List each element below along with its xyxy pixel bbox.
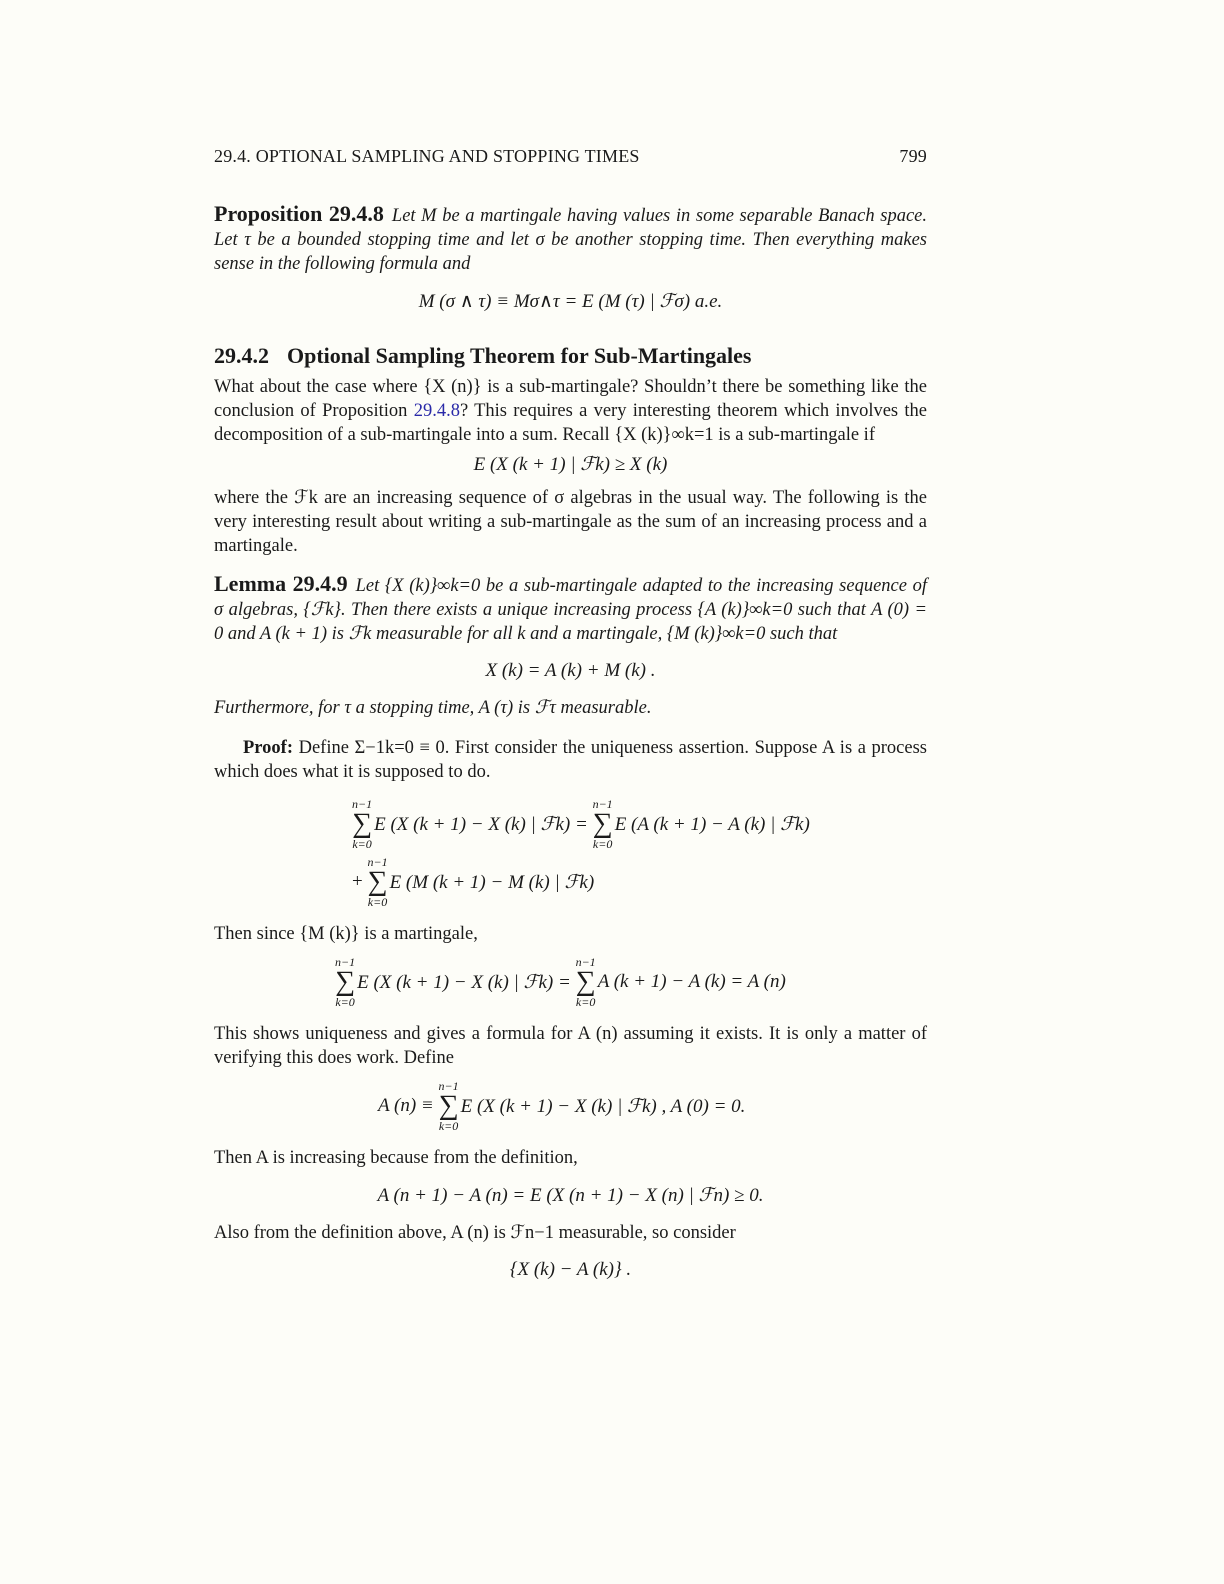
section-title: 29.4. OPTIONAL SAMPLING AND STOPPING TIMES	[214, 146, 640, 166]
lemma-label: Lemma 29.4.9	[214, 571, 348, 596]
eq1-lhs: E (X (k + 1) − X (k) | ℱk) =	[374, 813, 588, 835]
intro-paragraph	[214, 375, 927, 447]
proof-label: Proof:	[243, 738, 293, 758]
intro-paragraph-2: where the ℱk are an increasing sequence of σ algebras in the usual way. The following is the very interesting result about writing a sub-martingale as the sum of an increasing process and a martingale.	[214, 488, 927, 556]
sum-symbol: n−1 ∑ k=0	[438, 1079, 459, 1133]
equation-4: A (n + 1) − A (n) = E (X (n + 1) − X (n) | ℱn) ≥ 0.	[377, 1185, 764, 1206]
eq3-lhs: A (n) ≡	[378, 1095, 434, 1116]
equation-2	[335, 956, 927, 1008]
lemma-text-after: Furthermore, for τ a stopping time, A (τ) is ℱτ measurable.	[214, 698, 652, 718]
proof-text-3: This shows uniqueness and gives a formula for A (n) assuming it exists. It is only a matter of verifying this does work. Define	[214, 1024, 927, 1068]
intro-text-2: ? This requires a very interesting theorem which involves the decomposition of a sub-martingale into a sum. Recall {X (k)}∞k=1 is a sub-martingale if	[214, 401, 927, 445]
proposition-label: Proposition 29.4.8	[214, 201, 384, 226]
page	[214, 146, 927, 1295]
sum-symbol: n−1 ∑ k=0	[352, 797, 373, 851]
proof-paragraph	[214, 736, 927, 784]
lemma	[214, 572, 927, 646]
proposition	[214, 202, 927, 276]
equation-1	[352, 798, 927, 908]
eq2-rhs: A (k + 1) − A (k) = A (n)	[597, 971, 786, 992]
proposition-text: Let M be a martingale having values in some separable Banach space. Let τ be a bounded stopping time and let σ be another stopping time. Then everything makes sense in the following formula and	[214, 206, 928, 274]
proof-text-2: Then since {M (k)} is a martingale,	[214, 924, 478, 944]
equation-3	[378, 1080, 927, 1132]
proof-text-4: Then A is increasing because from the definition,	[214, 1148, 578, 1168]
sum-symbol: n−1 ∑ k=0	[592, 797, 613, 851]
lemma-formula: X (k) = A (k) + M (k) .	[485, 660, 656, 681]
running-header	[214, 146, 927, 172]
proof-text-5: Also from the definition above, A (n) is ℱn−1 measurable, so consider	[214, 1223, 736, 1243]
proof-text: Define Σ−1k=0 ≡ 0. First consider the uniqueness assertion. Suppose A is a process which does what it is supposed to do.	[214, 738, 928, 782]
eq3-rhs: E (X (k + 1) − X (k) | ℱk) , A (0) = 0.	[460, 1095, 746, 1117]
section-heading	[214, 343, 927, 369]
proposition-link[interactable]: 29.4.8	[413, 401, 460, 421]
eq2-lhs: E (X (k + 1) − X (k) | ℱk) =	[357, 971, 571, 993]
eq1-rhs: E (A (k + 1) − A (k) | ℱk)	[614, 813, 810, 835]
plus-sign: +	[352, 871, 363, 892]
submartingale-formula: E (X (k + 1) | ℱk) ≥ X (k)	[473, 454, 668, 475]
lemma-text: Let {X (k)}∞k=0 be a sub-martingale adapted to the increasing sequence of σ algebras, {ℱk}. Then there exists a unique increasing process {A (k)}∞k=0 such that A (0) = 0 and A (k + 1) is ℱk measurable for all k and a martingale, {M (k)}∞k=0 such that	[214, 576, 927, 644]
eq1-line2: E (M (k + 1) − M (k) | ℱk)	[389, 871, 595, 893]
intro-text-1: What about the case where {X (n)} is a sub-martingale? Shouldn’t there be something like the conclusion of Proposition	[214, 377, 927, 421]
section-title-text: Optional Sampling Theorem for Sub-Martingales	[287, 343, 752, 368]
sum-symbol: n−1 ∑ k=0	[335, 955, 356, 1009]
section-number: 29.4.2	[214, 343, 269, 368]
proposition-formula: M (σ ∧ τ) ≡ Mσ∧τ = E (M (τ) | ℱσ) a.e.	[418, 291, 723, 312]
equation-5: {X (k) − A (k)} .	[509, 1259, 632, 1280]
sum-symbol: n−1 ∑ k=0	[575, 955, 596, 1009]
page-number: 799	[899, 146, 927, 166]
sum-symbol: n−1 ∑ k=0	[367, 855, 388, 909]
